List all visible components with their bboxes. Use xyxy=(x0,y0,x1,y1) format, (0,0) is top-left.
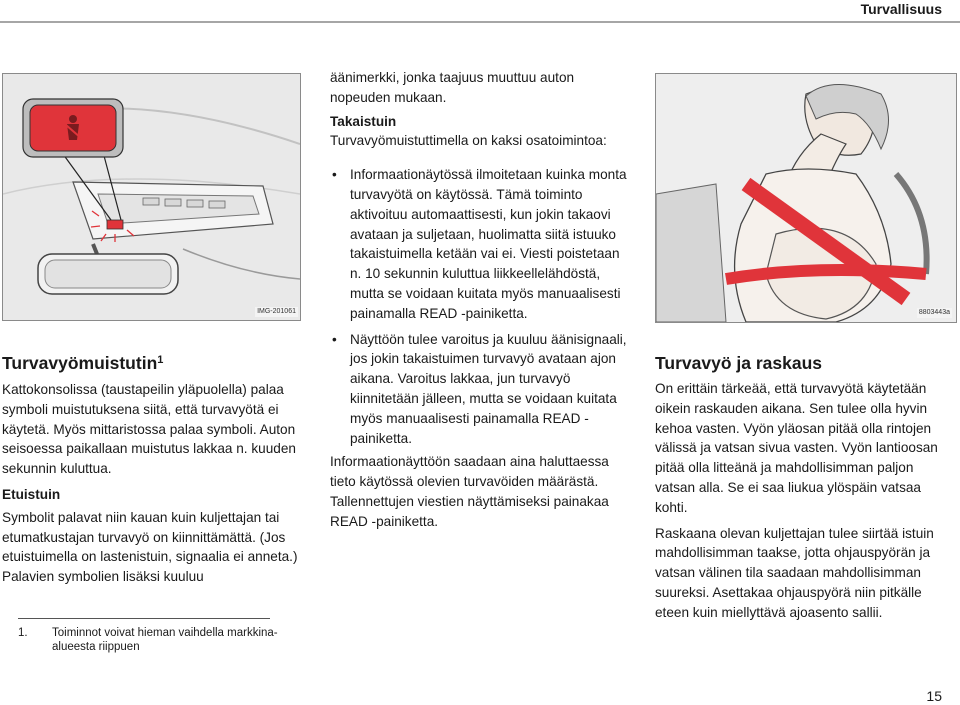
page-header xyxy=(0,0,960,22)
roof-console-illustration xyxy=(3,74,300,320)
left-column xyxy=(2,352,302,587)
pregnancy-heading: Turvavyö ja raskaus xyxy=(655,353,822,373)
roof-console-figure xyxy=(2,73,301,321)
list-item: • Informaationäytössä ilmoitetaan kuinka monta turvavyötä on käytössä. Tämä toiminto aktivoituu automaattisesti, kun jokin takaovi avataan ja suljetaan, huolimatta siitä istuuko takaistuimella ketään vai ei. Viesti poistetaan n. 10 sekunnin kuluttua liikkeellelähdöstä, mutta se voidaan kuitata myös manuaalisesti painamalla READ -painiketta. xyxy=(330,165,632,323)
footnote-rule xyxy=(18,618,270,619)
footnote xyxy=(18,626,298,654)
front-seat-heading: Etuistuin xyxy=(2,486,61,502)
pregnancy-para-1: On erittäin tärkeää, että turvavyötä käytetään oikein raskauden aikana. Sen tulee olla hyvin kehoa vasten. Vyön yläosan pitää olla rintojen välissä ja vatsan sivua vasten. Vyön lantioosan pitää olla litteänä ja mahdollisimman paljon vatsan alla. Se ei saa liukua ylöspäin vatsaa kohti. xyxy=(655,381,938,515)
rear-seat-intro: Turvavyömuistuttimella on kaksi osatoimintoa: xyxy=(330,133,607,149)
page-number: 15 xyxy=(926,688,942,704)
pregnancy-para-2: Raskaana olevan kuljettajan tulee siirtää istuin mahdollisimman taakse, jotta ohjauspyörän ja vatsan välinen tila saadaan mahdollisimman suureksi. Asettakaa ohjauspyörä niin pitkälle eteen kuin miellyttävä ajoasento sallii. xyxy=(655,525,934,620)
middle-column xyxy=(330,68,632,532)
figure-code-right: 8803443a xyxy=(918,309,950,316)
right-column xyxy=(655,352,955,623)
list-item: • Näyttöön tulee varoitus ja kuuluu äänisignaali, jos jokin takaistuimen turvavyö avataan ajon aikana. Varoitus lakkaa, jun turvavyö kiinnitetään jälleen, mutta se voidaan kuitata myös manuaalisesti painamalla READ -painiketta. xyxy=(330,330,632,449)
front-seat-text: Symbolit palavat niin kauan kuin kuljettajan tai etumatkustajan turvavyö on kiinnittämättä. (Jos etuistuimella on lastenistuin, signaalia ei anneta.) Palavien symbolien lisäksi kuuluu xyxy=(2,509,298,585)
footnote-text: Toiminnot voivat hieman vaihdella markkina-alueesta riippuen xyxy=(52,627,278,653)
header-rule xyxy=(0,21,960,23)
heading-footnote-ref: 1 xyxy=(157,354,164,366)
section-title: Turvallisuus xyxy=(860,1,942,17)
reminder-heading-text: Turvavyömuistutin xyxy=(2,353,158,373)
pregnancy-seatbelt-figure xyxy=(655,73,957,323)
figure-code-left: IMG-201061 xyxy=(257,308,296,315)
closing-text: Informaationäyttöön saadaan aina haluttaessa tieto käytössä olevien turvavöiden määrästä. Tallennettujen viestien näyttämiseksi painakaa READ -painiketta. xyxy=(330,454,609,529)
rear-seat-heading: Takaistuin xyxy=(330,113,397,129)
footnote-number: 1. xyxy=(18,627,28,639)
continuation-text: äänimerkki, jonka taajuus muuttuu auton nopeuden mukaan. xyxy=(330,70,575,105)
reminder-intro: Kattokonsolissa (taustapeilin yläpuolella) palaa symboli muistutuksena siitä, että turvavyötä ei käytetä. Myös mittaristossa palaa symboli. Auton seisoessa paikallaan muistutus lakkaa n. kuuden sekunnin kuluttua. xyxy=(2,382,296,477)
reminder-heading xyxy=(2,352,302,374)
rear-seat-bullets xyxy=(330,165,632,448)
pregnancy-seatbelt-illustration xyxy=(656,74,956,322)
